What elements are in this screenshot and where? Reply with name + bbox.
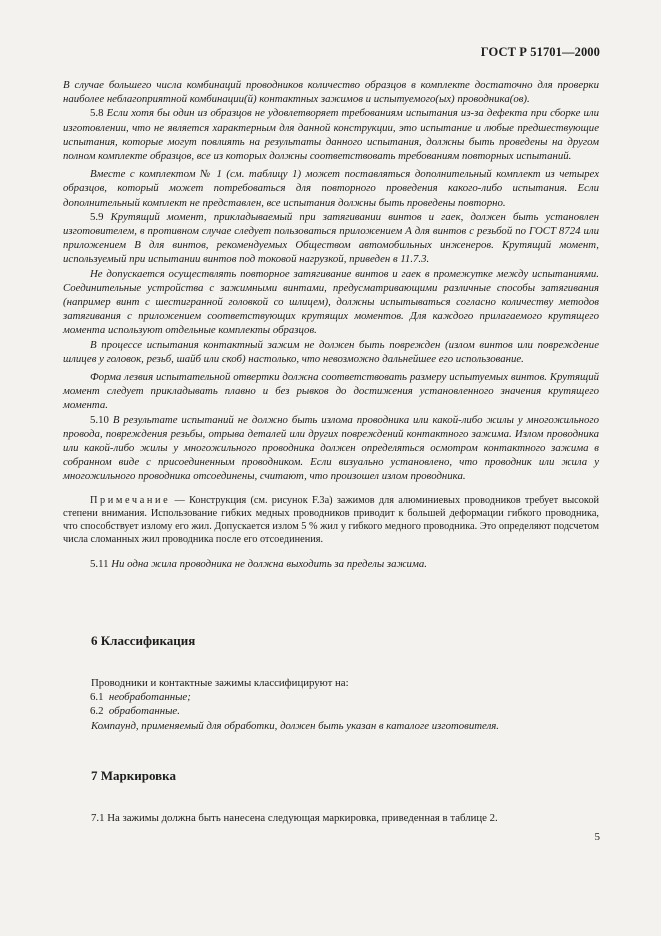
page-number: 5 [594, 831, 600, 843]
section-5-continuation [63, 78, 599, 571]
paragraph-5-11 [63, 557, 599, 571]
clause-number: 5.8 [90, 107, 104, 120]
paragraph-additional-set: Вместе с комплектом № 1 (см. таблицу 1) может поставляться дополнительный комплект из четырех образцов, который может потребоваться для повторного проведения какого-либо испытания. Если дополнительный комплект не представлен, все испытания должны быть проведены повторно. [63, 168, 599, 209]
note-text: — Конструкция (см. рисунок F.3а) зажимов для алюминиевых проводников требует высокой степени внимания. Использование гибких медных проводников приводит к большей деформации гибкого проводника, что способствует излому его жил. Допускается излом 5 % жил у гибкого медного проводника. Это определяют подсчетом числа сломанных жил проводника после его отсоединения. [63, 494, 599, 546]
paragraph-no-retightening: Не допускается осуществлять повторное затягивание винтов и гаек в промежутке между испытаниями. Соединительные устройства с зажимными винтами, предусматривающими различные способы затягивания (например винт с шестигранной головкой со шлицем), должны испытываться согласно количеству методов затягивания с приложением соответствующих крутящих моментов. Для каждого прилагаемого крутящего момента используют отдельные комплекты образцов. [63, 267, 599, 337]
section-6-body [91, 676, 601, 733]
item-text: необработанные; [108, 691, 191, 704]
clause-number: 5.10 [90, 413, 109, 426]
paragraph-screwdriver: Форма лезвия испытательной отвертки должна соответствовать размеру испытуемых винтов. Крутящий момент следует прикладывать плавно и без рывков до достижения установленного значения крутящего момента. [63, 371, 599, 412]
paragraph-no-damage: В процессе испытания контактный зажим не должен быть поврежден (излом винтов или повреждение шлицев у головок, резьб, шайб или скоб) настолько, что невозможно дальнейшее его использование. [63, 338, 599, 365]
clause-text: В результате испытаний не должно быть излома проводника или какой-либо жилы у многожильного провода, повреждения резьбы, отрыва деталей или других повреждений контактного зажима. Излом проводника или какой-либо жилы у многожильного проводника должен определяться осмотром контактного зажима в собранном виде с присоединенным проводником. Если визуально установлено, что проводник или жила у многожильного проводника отсоединены, считают, что произошел излом проводника. [63, 413, 599, 483]
paragraph-5-9 [63, 210, 599, 267]
note [63, 494, 599, 547]
item-number: 6.1 [90, 691, 104, 704]
section-6-heading: 6 Классификация [91, 633, 196, 648]
item-number: 6.2 [90, 705, 104, 718]
clause-number: 5.11 [90, 557, 109, 570]
item-text: обработанные. [108, 705, 180, 718]
paragraph-5-8 [63, 106, 599, 163]
clause-text: Ни одна жила проводника не должна выходить за пределы зажима. [111, 557, 427, 570]
section-7-heading: 7 Маркировка [91, 768, 176, 783]
paragraph-7-1: 7.1 На зажимы должна быть нанесена следующая маркировка, приведенная в таблице 2. [91, 812, 498, 824]
list-item-6-2 [90, 704, 601, 718]
list-item-6-1 [90, 690, 601, 704]
clause-number: 5.9 [90, 210, 104, 223]
classification-intro: Проводники и контактные зажимы классифицируют на: [91, 677, 349, 689]
document-header: ГОСТ Р 51701—2000 [480, 45, 600, 59]
clause-text: Если хотя бы один из образцов не удовлетворяет требованиям испытания из-за дефекта при сборке или изготовлении, что не является характерным для данной конструкции, это испытание и любые предшествующие испытания, которые могут повлиять на результаты данного испытания, должны быть проведены на другом полном комплекте образцов, все из которых должны соответствовать требованиям повторных испытаний. [63, 107, 599, 163]
clause-text: Крутящий момент, прикладываемый при затягивании винтов и гаек, должен быть установлен изготовителем, в противном случае следует пользоваться приложением А для винтов с резьбой по ГОСТ 8724 или приложением В для винтов, рекомендуемых Обществом автомобильных инженеров. Крутящий момент, используемый при испытании винтов под токовой нагрузкой, приведен в 11.7.3. [63, 210, 599, 266]
note-label: Примечание [90, 494, 171, 506]
paragraph-sample-count: В случае большего числа комбинаций проводников количество образцов в комплекте достаточно для проверки наиболее неблагоприятной комбинации(й) контактных зажимов и испытуемого(ых) проводника(ов). [63, 79, 599, 106]
paragraph-5-10 [63, 413, 599, 484]
compound-note: Компаунд, применяемый для обработки, должен быть указан в каталоге изготовителя. [91, 719, 499, 732]
